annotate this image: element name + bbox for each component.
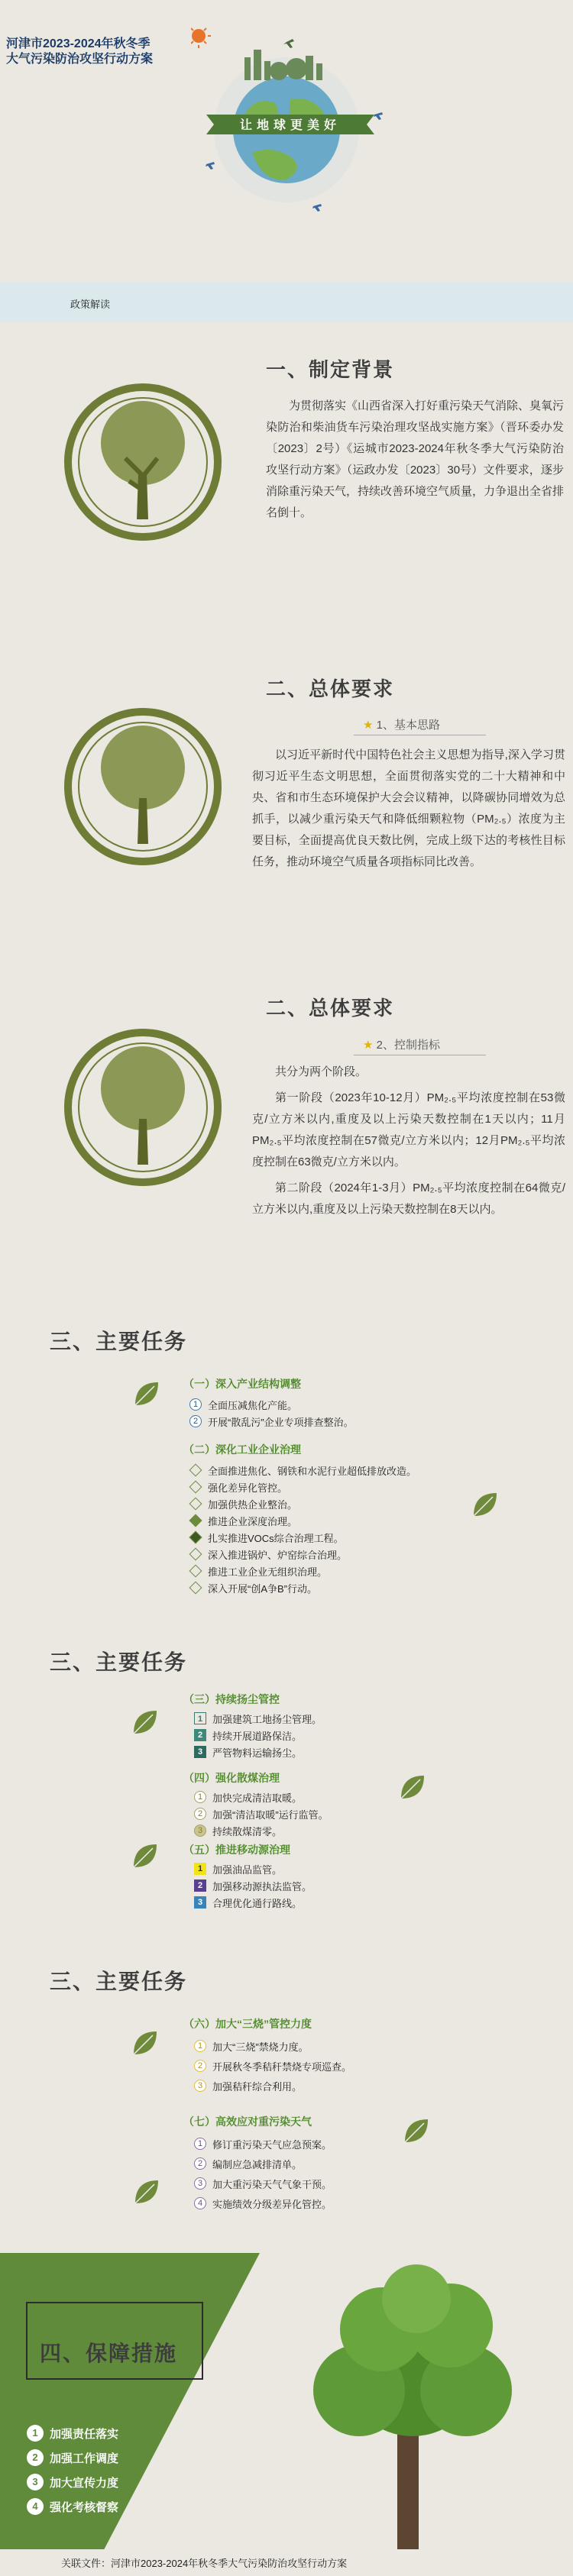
plane-icon — [206, 162, 215, 170]
list-item: 3 合理优化通行路线。 — [194, 1894, 312, 1911]
footer — [0, 2549, 573, 2576]
list-item: 1 加强建筑工地扬尘管理。 — [194, 1710, 322, 1727]
tasks1-title: 三、主要任务 — [50, 1330, 188, 1353]
task-group-1-head: （一）深入产业结构调整 — [183, 1378, 301, 1390]
banner-label: 政策解读 — [70, 299, 111, 310]
list-item: 强化差异化管控。 — [189, 1479, 416, 1495]
leaf-icon — [397, 1772, 428, 1802]
task-group-1 — [183, 1376, 354, 1430]
leaf-icon — [131, 2177, 162, 2207]
list-item: 1 加强责任落实 — [27, 2421, 118, 2445]
title-line-1: 河津市2023-2024年秋冬季 — [6, 37, 151, 50]
list-item: 2 编制应急减排清单。 — [194, 2154, 332, 2174]
section2-paragraph: 以习近平新时代中国特色社会主义思想为指导,深入学习贯彻习近平生态文明思想，全面贯彻落实党的二十大精神和中央、省和市生态环境保护大会会议精神，以降碳协同增效为总抓手，以减少重污染天气和降低细颗粒物（PM₂.₅）浓度为主要目标，全面提高优良天数比例，完成上级下达的考核性目标任务，推动环境空气质量各项指标同比改善。 — [252, 748, 565, 868]
section3-title: 二、总体要求 — [266, 997, 395, 1020]
list-item: 1 加大“三烧”禁烧力度。 — [194, 2036, 351, 2056]
tasks2-title: 三、主要任务 — [50, 1650, 188, 1674]
leaf-icon — [130, 1841, 160, 1871]
section2-subheading-text: 1、基本思路 — [376, 719, 440, 732]
list-item: 1 修订重污染天气应急预案。 — [194, 2134, 332, 2154]
leaf-icon — [130, 1707, 160, 1737]
list-item: 3 加强秸秆综合利用。 — [194, 2076, 351, 2096]
list-item: 3 加大宣传力度 — [27, 2470, 118, 2494]
section4-title: 四、保障措施 — [40, 2342, 178, 2365]
star-icon: ★ — [363, 719, 374, 732]
leaf-icon — [470, 1489, 500, 1520]
leaf-icon — [130, 2028, 160, 2058]
list-item: 推进工业企业无组织治理。 — [189, 1563, 416, 1579]
task-group-6 — [183, 2016, 351, 2096]
plane-icon — [312, 204, 322, 212]
task-group-6-head: （六）加大“三烧”管控力度 — [183, 2018, 312, 2030]
tree-emblem-icon — [63, 382, 223, 542]
list-item: 2 加强移动源执法监管。 — [194, 1877, 312, 1894]
title-line-2: 大气污染防治攻坚行动方案 — [6, 53, 154, 66]
related-file-link[interactable]: 关联文件：河津市2023-2024年秋冬季大气污染防治攻坚行动方案 — [61, 2558, 348, 2569]
list-item: 1 加强油品监管。 — [194, 1860, 312, 1877]
task-group-5 — [183, 1842, 312, 1911]
task-group-4 — [183, 1770, 329, 1839]
list-item: 加强供热企业整治。 — [189, 1495, 416, 1512]
list-item: 4 强化考核督察 — [27, 2494, 118, 2519]
list-item: 3 加大重污染天气气象干预。 — [194, 2174, 332, 2193]
list-item: 2 开展秋冬季秸秆禁烧专项巡查。 — [194, 2056, 351, 2076]
list-item: 深入推进锅炉、炉窑综合治理。 — [189, 1546, 416, 1563]
section2-title: 二、总体要求 — [266, 677, 395, 700]
section3-subheading — [363, 1036, 440, 1052]
list-item: 2 开展“散乱污”企业专项排查整治。 — [189, 1413, 354, 1430]
section3-p3: 第二阶段（2024年1-3月）PM₂.₅平均浓度控制在64微克/立方米以内,重度及以上污染天数控制在8天以内。 — [252, 1181, 565, 1216]
task-group-4-head: （四）强化散煤治理 — [183, 1772, 280, 1784]
list-item: 全面推进焦化、钢铁和水泥行业超低排放改造。 — [189, 1462, 416, 1479]
list-item: 深入开展“创A争B”行动。 — [189, 1579, 416, 1596]
list-item: 1 全面压减焦化产能。 — [189, 1396, 354, 1413]
tree-emblem-icon — [63, 1027, 223, 1188]
task-group-3 — [183, 1692, 322, 1760]
leaf-icon — [131, 1378, 162, 1409]
task-group-7 — [183, 2114, 332, 2213]
plane-icon — [374, 112, 383, 120]
list-item: 4 实施绩效分级差异化管控。 — [194, 2193, 332, 2213]
task-group-2-head: （二）深化工业企业治理 — [183, 1443, 301, 1456]
tasks3-title: 三、主要任务 — [50, 1970, 188, 1993]
star-icon: ★ — [363, 1039, 374, 1052]
task-group-7-head: （七）高效应对重污染天气 — [183, 2115, 312, 2128]
slogan: 让地球更美好 — [239, 119, 342, 132]
list-item: 2 加强工作调度 — [27, 2445, 118, 2470]
section2-subheading — [363, 716, 440, 732]
plane-icon — [283, 39, 294, 48]
sun-icon — [191, 27, 211, 48]
section3-body — [252, 1062, 565, 1220]
task-group-5-head: （五）推进移动源治理 — [183, 1844, 290, 1856]
task-group-3-head: （三）持续扬尘管控 — [183, 1693, 280, 1705]
list-item: 推进企业深度治理。 — [189, 1512, 416, 1529]
section3-p1: 共分为两个阶段。 — [275, 1065, 367, 1078]
section1-paragraph: 为贯彻落实《山西省深入打好重污染天气消除、臭氧污染防治和柴油货车污染治理攻坚战实施方案》（晋环委办发〔2023〕2号）《运城市2023-2024年秋冬季大气污染防治攻坚行动方案》（运政办发〔2023〕30号）文件要求，逐步消除重污染天气，持续改善环境空气质量，力争退出全省排名倒十。 — [266, 399, 565, 519]
list-item: 2 持续开展道路保洁。 — [194, 1727, 322, 1744]
earth-illustration — [191, 27, 390, 218]
list-item: 1 加快完成清洁取暖。 — [194, 1789, 329, 1805]
page-title — [6, 37, 197, 67]
guarantee-list — [27, 2421, 118, 2519]
list-item: 2 加强“清洁取暖”运行监管。 — [194, 1805, 329, 1822]
section1-title: 一、制定背景 — [266, 358, 395, 381]
list-item: 扎实推进VOCs综合治理工程。 — [189, 1529, 416, 1546]
tree-emblem-icon — [63, 706, 223, 867]
list-item: 3 严管物料运输扬尘。 — [194, 1744, 322, 1760]
section3-subheading-text: 2、控制指标 — [376, 1039, 440, 1052]
list-item: 3 持续散煤清零。 — [194, 1822, 329, 1839]
task-group-2 — [183, 1442, 416, 1596]
section3-p2: 第一阶段（2023年10-12月）PM₂.₅平均浓度控制在53微克/立方米以内,重度及以上污染天数控制在1天以内；11月PM₂.₅平均浓度控制在57微克/立方米以内；12月PM₂.₅平均浓度控制在63微克/立方米以内。 — [252, 1091, 565, 1168]
policy-banner — [0, 283, 573, 322]
leaf-icon — [401, 2115, 432, 2146]
